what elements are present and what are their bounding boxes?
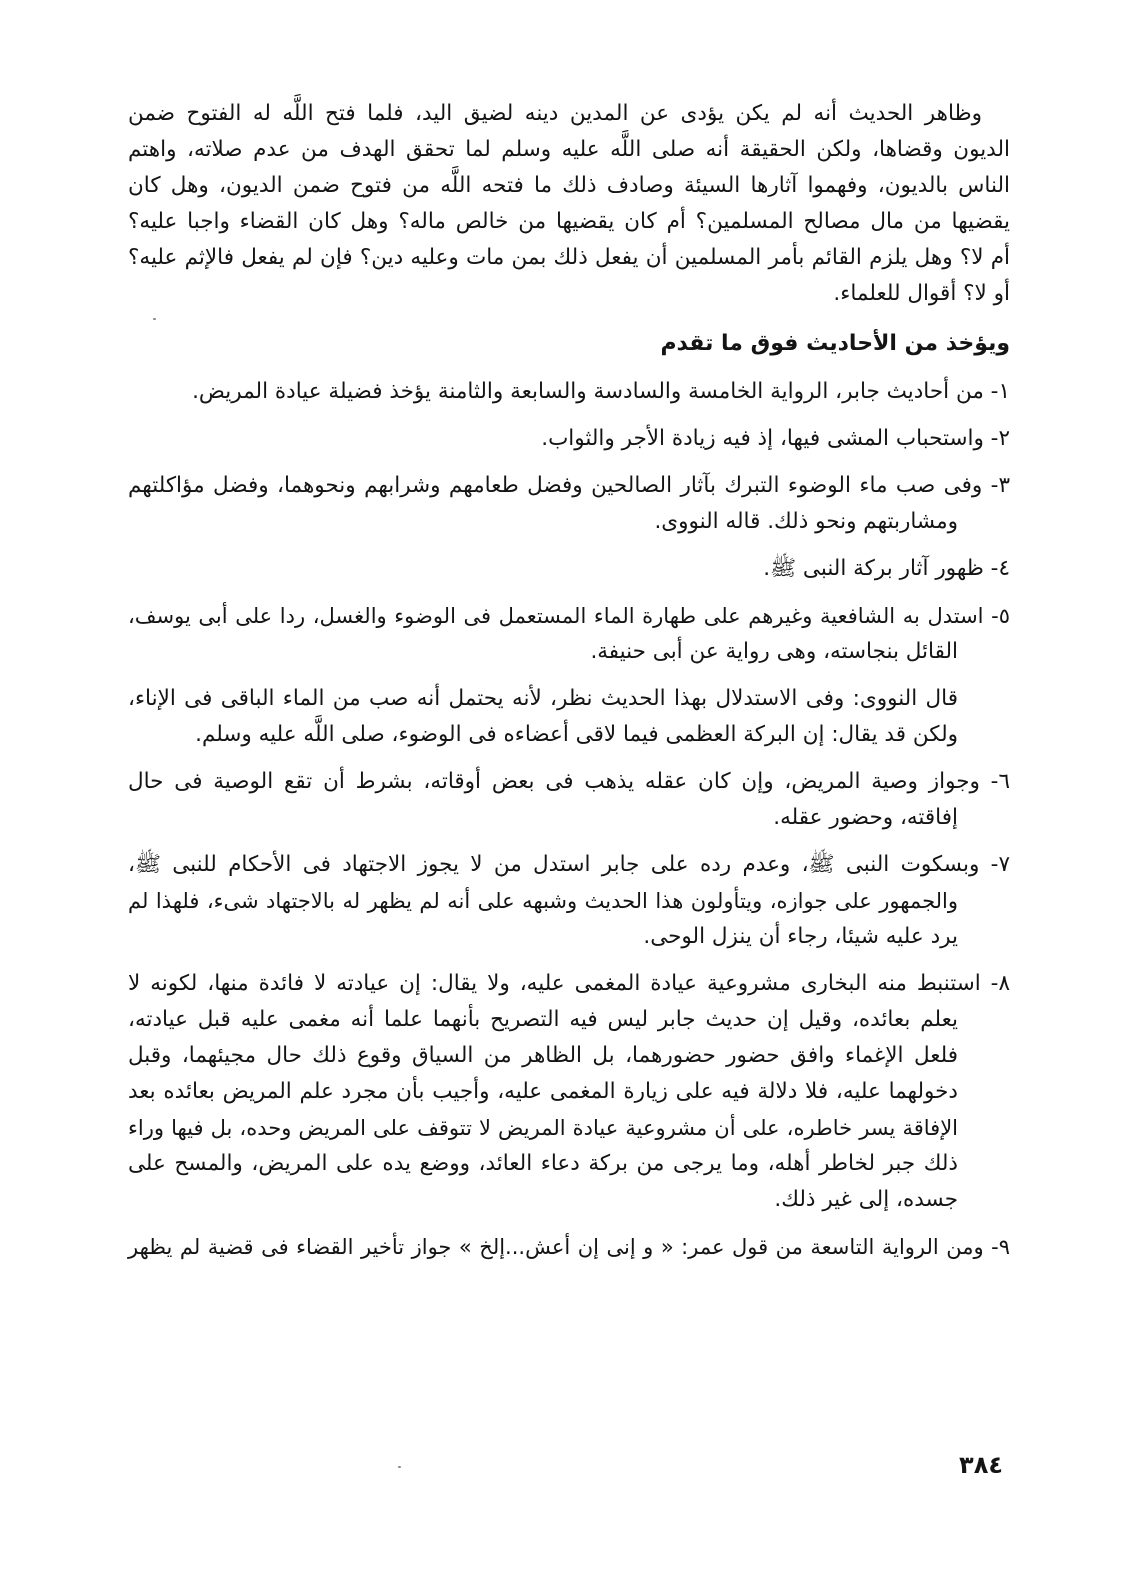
item-line: فلعل الإغماء وافق حضور حضورهما، بل الظاهر من السياق وقوع ذلك حال مجيئهما، وقبل (128, 1043, 958, 1068)
note-line: ولكن قد يقال: إن البركة العظمى فيما لاقى أعضاءه فى الوضوء، صلى اللَّه عليه وسلم. (195, 722, 958, 747)
list-item-1 (128, 374, 1010, 410)
list-item-3 (128, 468, 1010, 540)
item-line: ٨- استنبط منه البخارى مشروعية عيادة المغمى عليه، ولا يقال: إن عيادته لا فائدة منها، لكونه لا (128, 971, 1010, 996)
item-line: ٢- واستحباب المشى فيها، إذ فيه زيادة الأجر والثواب. (541, 426, 1010, 451)
section-heading: ويؤخذ من الأحاديث فوق ما تقدم (660, 331, 1010, 356)
list-item-6 (128, 764, 1010, 836)
item-line: ١- من أحاديث جابر، الرواية الخامسة والسادسة والسابعة والثامنة يؤخذ فضيلة عيادة المريض. (192, 379, 1010, 404)
item-line: الإفاقة يسر خاطره، على أن مشروعية عيادة المريض لا تتوقف على المريض وحده، بل فيها وراء (128, 1116, 958, 1140)
list-item-4 (128, 551, 1010, 587)
nawawi-note (128, 681, 1010, 753)
page-number: ٣٨٤ (959, 1451, 1003, 1479)
item-line: ٣- وفى صب ماء الوضوء التبرك بآثار الصالحين وفضل طعامهم وشرابهم ونحوهما، وفضل مؤاكلتهم (128, 473, 1010, 498)
intro-paragraph (128, 96, 1010, 312)
scan-speck (153, 318, 156, 320)
item-line: القائل بنجاسته، وهى رواية عن أبى حنيفة. (590, 639, 958, 664)
list-item-2 (128, 421, 1010, 457)
item-line: ٥- استدل به الشافعية وغيرهم على طهارة الماء المستعمل فى الوضوء والغسل، ردا على أبى يوسف، (128, 604, 1010, 628)
item-line: ذلك جبر لخاطر أهله، وما يرجى من بركة دعاء العائد، ووضع يده على المريض، والمسح على (128, 1151, 958, 1176)
note-line: قال النووى: وفى الاستدلال بهذا الحديث نظر، لأنه يحتمل أنه صب من الماء الباقى فى الإناء، (128, 686, 958, 711)
item-line: يرد عليه شيئا، رجاء أن ينزل الوحى. (643, 924, 958, 949)
item-line: جسده، إلى غير ذلك. (774, 1187, 958, 1212)
intro-line: الناس بالديون، وفهموا آثارها السيئة وصادف ذلك ما فتحه اللَّه من فتوح ضمن الديون، وهل كان (128, 173, 1010, 198)
item-line: والجمهور على جوازه، ويتأولون هذا الحديث وشبهه على أنه لم يظهر له بالاجتهاد شىء، فلهذا لم (128, 889, 958, 913)
intro-line: أو لا؟ أقوال للعلماء. (833, 281, 1010, 306)
scan-speck (398, 1466, 401, 1468)
item-line: إفاقته، وحضور عقله. (773, 805, 958, 830)
intro-line: يقضيها من مال مصالح المسلمين؟ أم كان يقضيها من خالص ماله؟ وهل كان القضاء واجبا عليه؟ (128, 209, 1010, 234)
intro-line: أم لا؟ وهل يلزم القائم بأمر المسلمين أن يفعل ذلك بمن مات وعليه دين؟ فإن لم يفعل فالإثم عليه؟ (128, 245, 1010, 270)
item-line: يعلم بعائده، وقيل إن حديث جابر ليس فيه التصريح بأنهما علما أنه مغمى عليه قبل عيادته، (128, 1007, 958, 1032)
item-line: ومشاربتهم ونحو ذلك. قاله النووى. (654, 509, 958, 534)
item-line: ٤- ظهور آثار بركة النبى ﷺ. (763, 556, 1010, 581)
item-line: ٦- وجواز وصية المريض، وإن كان عقله يذهب فى بعض أوقاته، بشرط أن تقع الوصية فى حال (128, 769, 1010, 794)
item-line: دخولهما عليه، فلا دلالة فيه على زيارة المغمى عليه، وأجيب بأن مجرد علم المريض بعائده بعد (128, 1079, 958, 1104)
page-body (128, 96, 1010, 1276)
item-line: ٧- وبسكوت النبى ﷺ، وعدم رده على جابر استدل من لا يجوز الاجتهاد فى الأحكام للنبى ﷺ، (128, 852, 1010, 877)
item-line: ٩- ومن الرواية التاسعة من قول عمر: « و إنى إن أعش...إلخ » جواز تأخير القضاء فى قضية لم يظهر (128, 1235, 1010, 1259)
list-item-5 (128, 598, 1010, 670)
intro-line: الديون وقضاها، ولكن الحقيقة أنه صلى اللَّه عليه وسلم لما تحقق الهدف من عدم صلاته، واهتم (128, 137, 1010, 162)
intro-line: وظاهر الحديث أنه لم يكن يؤدى عن المدين دينه لضيق اليد، فلما فتح اللَّه له الفتوح ضمن (128, 101, 982, 126)
list-item-9 (128, 1229, 1010, 1265)
list-item-7 (128, 847, 1010, 955)
list-item-8 (128, 966, 1010, 1218)
